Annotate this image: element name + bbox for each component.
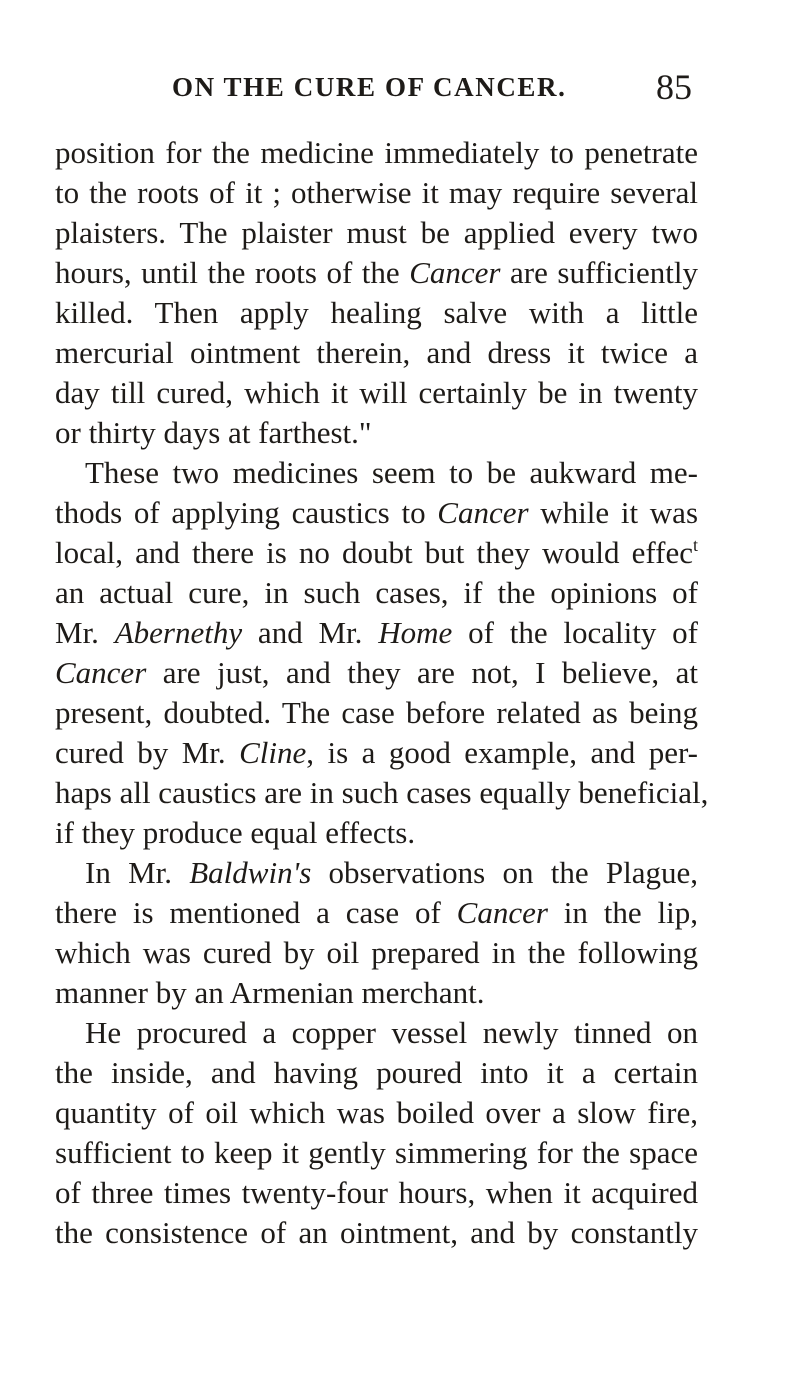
text-line-25: quantity of oil which was boiled over a slow fire, xyxy=(55,1095,698,1130)
running-head xyxy=(172,67,692,112)
text-line-2: to the roots of it ; otherwise it may require several xyxy=(55,175,698,210)
text-line-9: These two medicines seem to be aukward me- xyxy=(85,455,698,490)
text-line-26: sufficient to keep it gently simmering for the space xyxy=(55,1135,698,1170)
text-line-24: the inside, and having poured into it a certain xyxy=(55,1055,698,1090)
text-line-10: thods of applying caustics to Cancer while it was xyxy=(55,495,699,530)
text-line-5: killed. Then apply healing salve with a little xyxy=(55,295,698,330)
text-line-17: haps all caustics are in such cases equally beneficial, xyxy=(55,775,709,810)
text-line-28: the consistence of an ointment, and by constantly xyxy=(55,1215,698,1250)
text-line-22: manner by an Armenian merchant. xyxy=(55,975,485,1010)
text-line-15: present, doubted. The case before related as being xyxy=(55,695,698,730)
text-line-1: position for the medicine immediately to penetrate xyxy=(55,135,698,170)
text-line-12: an actual cure, in such cases, if the opinions of xyxy=(55,575,698,610)
text-line-20: there is mentioned a case of Cancer in the lip, xyxy=(55,895,698,930)
text-line-4: hours, until the roots of the Cancer are sufficiently xyxy=(55,255,699,290)
text-line-3: plaisters. The plaister must be applied every two xyxy=(55,215,698,250)
text-line-19: In Mr. Baldwin's observations on the Plague, xyxy=(85,855,698,890)
text-line-18: if they produce equal effects. xyxy=(55,815,416,850)
text-line-11: local, and there is no doubt but they would effec$^t$ xyxy=(55,535,698,570)
text-line-23: He procured a copper vessel newly tinned on xyxy=(85,1015,698,1050)
text-line-27: of three times twenty-four hours, when it acquired xyxy=(55,1175,698,1210)
text-line-8: or thirty days at farthest." xyxy=(55,415,372,450)
text-line-16: cured by Mr. Cline, is a good example, and per- xyxy=(55,735,698,770)
text-line-6: mercurial ointment therein, and dress it twice a xyxy=(55,335,698,370)
text-line-7: day till cured, which it will certainly be in twenty xyxy=(55,375,698,410)
text-line-14: Cancer are just, and they are not, I believe, at xyxy=(55,655,698,690)
text-line-13: Mr. Abernethy and Mr. Home of the locality of xyxy=(55,615,698,650)
running-title: ON THE CURE OF CANCER. xyxy=(172,72,567,102)
page-number: 85 xyxy=(656,67,692,107)
text-line-21: which was cured by oil prepared in the following xyxy=(55,935,698,970)
